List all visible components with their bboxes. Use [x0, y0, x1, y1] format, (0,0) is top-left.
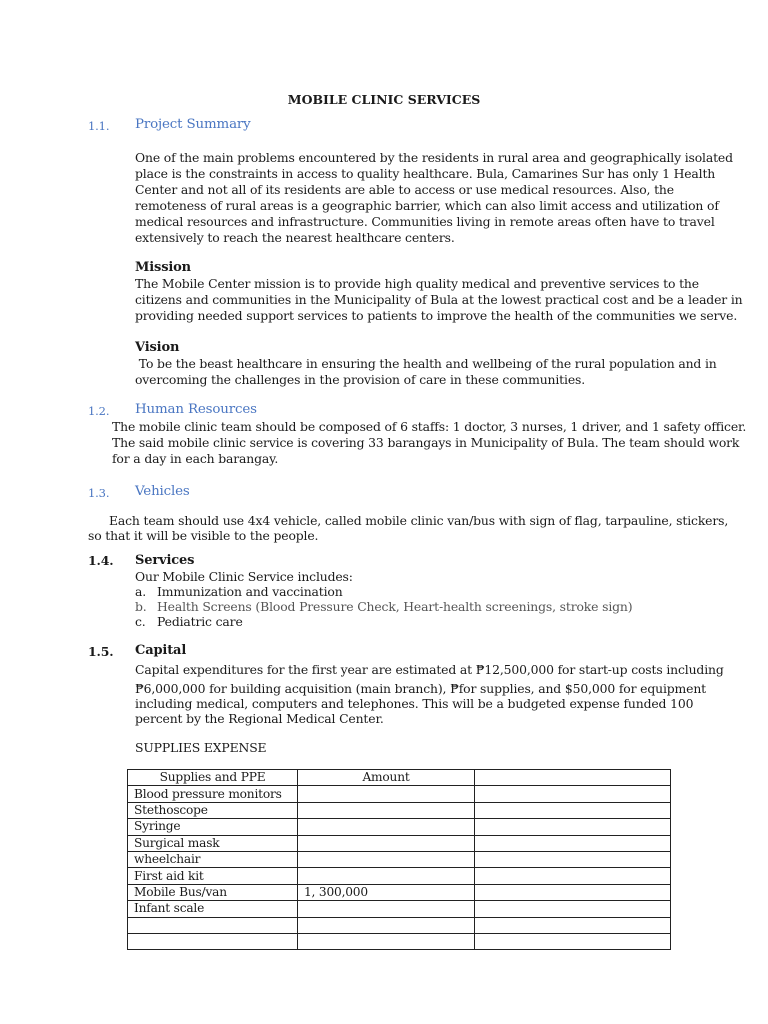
vehicles-line-2: so that it will be visible to the people.: [88, 528, 319, 543]
table-row: [128, 851, 671, 867]
summary-line-1: One of the main problems encountered by the residents in rural area and geographically isolated: [135, 150, 733, 165]
document-title: MOBILE CLINIC SERVICES: [287, 92, 481, 107]
capital-line-4: percent by the Regional Medical Center.: [135, 711, 384, 726]
mission-line-3: providing needed support services to patients to improve the health of the communities we serve.: [135, 308, 738, 323]
summary-line-6: extensively to reach the nearest healthcare centers.: [135, 230, 455, 245]
vision-heading: Vision: [135, 340, 180, 355]
table-cell: [298, 901, 475, 917]
table-cell: [475, 786, 671, 802]
table-caption: SUPPLIES EXPENSE: [135, 740, 267, 755]
table-header-row: [128, 770, 671, 786]
section-number-1-4: 1.4.: [88, 553, 114, 568]
supplies-expense-table: [127, 769, 671, 950]
header-supplies: Supplies and PPE: [128, 770, 298, 786]
hr-line-3: for a day in each barangay.: [112, 451, 279, 466]
table-cell: 1, 300,000: [298, 884, 475, 900]
table-cell: wheelchair: [128, 851, 298, 867]
table-cell: Blood pressure monitors: [128, 786, 298, 802]
table-cell: [298, 835, 475, 851]
table-cell: Infant scale: [128, 901, 298, 917]
service-item: Pediatric care: [157, 614, 243, 629]
section-number-1-5: 1.5.: [88, 644, 114, 659]
mission-line-1: The Mobile Center mission is to provide high quality medical and preventive services to the: [135, 276, 699, 291]
header-amount: Amount: [298, 770, 475, 786]
table-row: [128, 884, 671, 900]
table-cell: [298, 819, 475, 835]
capital-line-3: including medical, computers and telephones. This will be a budgeted expense funded 100: [135, 696, 694, 711]
section-heading-services: Services: [135, 553, 195, 568]
section-number-1-1: 1.1.: [88, 119, 110, 133]
summary-line-2: place is the constraints in access to quality healthcare. Bula, Camarines Sur has only 1 Health: [135, 166, 716, 181]
capital-line-2: ₱6,000,000 for building acquisition (main branch), ₱for supplies, and $50,000 for equipment: [135, 681, 706, 696]
hr-line-1: The mobile clinic team should be composed of 6 staffs: 1 doctor, 3 nurses, 1 driver, and 1 safety officer.: [112, 419, 747, 434]
mission-line-2: citizens and communities in the Municipality of Bula at the lowest practical cost and be a leader in: [135, 292, 743, 307]
table-cell: Surgical mask: [128, 835, 298, 851]
table-row: [128, 901, 671, 917]
table-cell: Syringe: [128, 819, 298, 835]
table-cell: [128, 933, 298, 949]
table-row: [128, 835, 671, 851]
table-cell: [475, 819, 671, 835]
table-cell: [475, 802, 671, 818]
table-cell: [298, 917, 475, 933]
summary-line-4: remoteness of rural areas is a geographic barrier, which can also limit access and utilization of: [135, 198, 719, 213]
table-cell: [475, 917, 671, 933]
service-item-marker: c.: [135, 614, 146, 629]
table-cell: [128, 917, 298, 933]
header-blank: [475, 770, 671, 786]
hr-line-2: The said mobile clinic service is covering 33 barangays in Municipality of Bula. The team should work: [112, 435, 740, 450]
table-cell: First aid kit: [128, 868, 298, 884]
table-cell: [475, 868, 671, 884]
table-cell: Stethoscope: [128, 802, 298, 818]
vision-line-2: overcoming the challenges in the provision of care in these communities.: [135, 372, 586, 387]
table-row: [128, 802, 671, 818]
service-item: Health Screens (Blood Pressure Check, Heart-health screenings, stroke sign): [157, 599, 633, 614]
mission-heading: Mission: [135, 260, 191, 275]
table-cell: [475, 901, 671, 917]
table-cell: [475, 851, 671, 867]
section-number-1-3: 1.3.: [88, 486, 110, 500]
table-cell: [298, 933, 475, 949]
section-number-1-2: 1.2.: [88, 404, 110, 418]
services-intro: Our Mobile Clinic Service includes:: [135, 569, 353, 584]
section-heading-vehicles: Vehicles: [135, 484, 190, 499]
section-heading-human-resources: Human Resources: [135, 402, 257, 417]
table-row: [128, 868, 671, 884]
table-cell: [475, 933, 671, 949]
table-row: [128, 786, 671, 802]
table-row: [128, 917, 671, 933]
vehicles-line-1: Each team should use 4x4 vehicle, called mobile clinic van/bus with sign of flag, tarpauline, stickers,: [109, 513, 729, 528]
summary-line-5: medical resources and infrastructure. Communities living in remote areas often have to travel: [135, 214, 715, 229]
table-cell: Mobile Bus/van: [128, 884, 298, 900]
service-item: Immunization and vaccination: [157, 584, 343, 599]
table-cell: [298, 868, 475, 884]
summary-line-3: Center and not all of its residents are able to access or use medical resources. Also, the: [135, 182, 674, 197]
table-cell: [298, 786, 475, 802]
service-item-marker: b.: [135, 599, 147, 614]
table-cell: [475, 884, 671, 900]
section-heading-capital: Capital: [135, 643, 187, 658]
section-heading-project-summary: Project Summary: [135, 117, 251, 132]
capital-line-1: Capital expenditures for the first year are estimated at ₱12,500,000 for start-up costs including: [135, 662, 724, 677]
table-row: [128, 819, 671, 835]
table-cell: [475, 835, 671, 851]
vision-line-1: To be the beast healthcare in ensuring the health and wellbeing of the rural population and in: [135, 356, 717, 371]
table-row: [128, 933, 671, 949]
table-cell: [298, 802, 475, 818]
table-cell: [298, 851, 475, 867]
service-item-marker: a.: [135, 584, 147, 599]
